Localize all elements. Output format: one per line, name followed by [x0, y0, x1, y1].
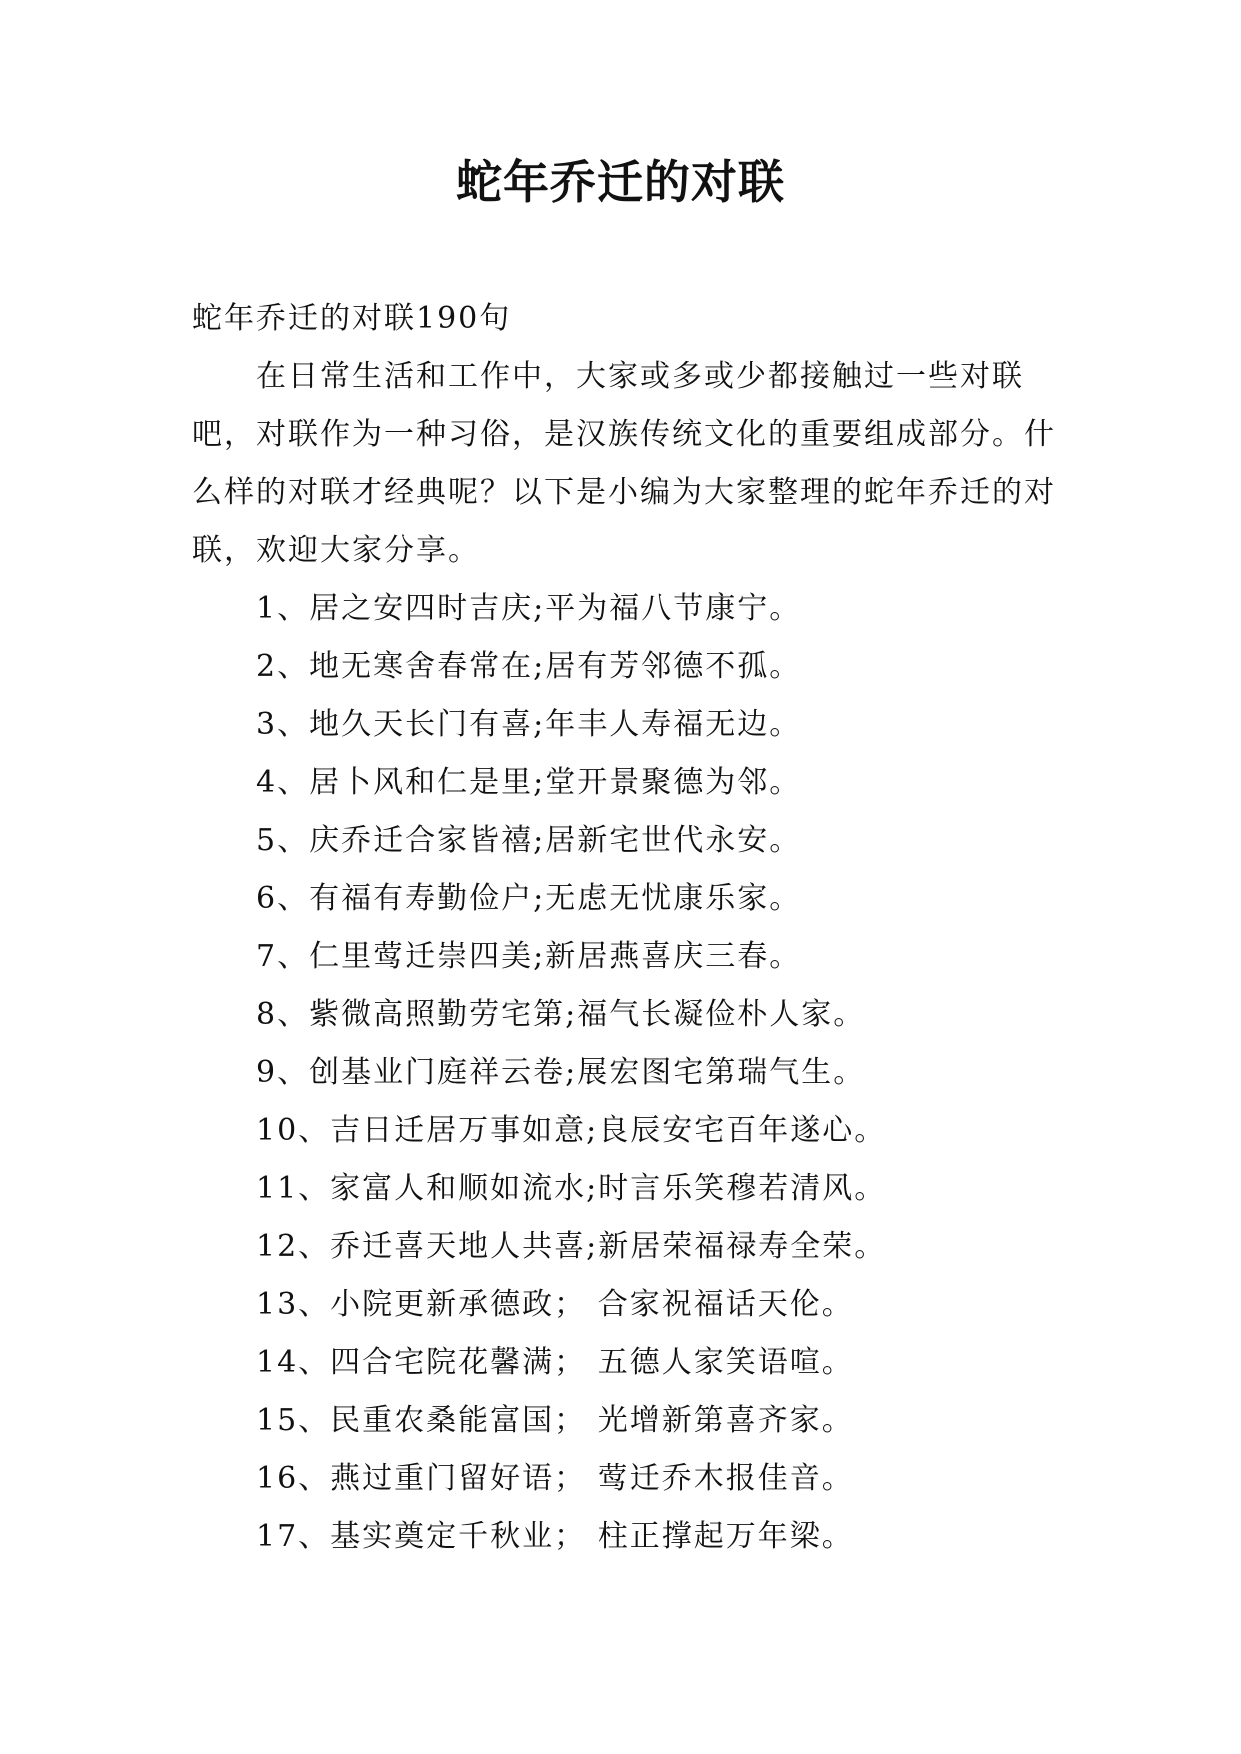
couplet-item: 15、民重农桑能富国； 光增新第喜齐家。: [256, 1403, 854, 1438]
couplet-item: 9、创基业门庭祥云卷;展宏图宅第瑞气生。: [256, 1055, 866, 1090]
couplet-item: 12、乔迁喜天地人共喜;新居荣福禄寿全荣。: [256, 1229, 887, 1264]
document-subtitle: 蛇年乔迁的对联190句: [192, 301, 512, 336]
couplet-item: 2、地无寒舍春常在;居有芳邻德不孤。: [256, 649, 802, 684]
document-body: [192, 290, 1092, 1566]
document-title: 蛇年乔迁的对联: [456, 155, 785, 209]
couplet-item: 7、仁里莺迁崇四美;新居燕喜庆三春。: [256, 939, 802, 974]
couplet-item: 3、地久天长门有喜;年丰人寿福无边。: [256, 707, 802, 742]
couplet-item: 16、燕过重门留好语； 莺迁乔木报佳音。: [256, 1461, 854, 1496]
couplet-item: 13、小院更新承德政； 合家祝福话天伦。: [256, 1287, 854, 1322]
couplet-item: 10、吉日迁居万事如意;良辰安宅百年遂心。: [256, 1113, 887, 1148]
couplet-item: 1、居之安四时吉庆;平为福八节康宁。: [256, 591, 802, 626]
couplet-item: 5、庆乔迁合家皆禧;居新宅世代永安。: [256, 823, 802, 858]
couplet-item: 14、四合宅院花馨满； 五德人家笑语喧。: [256, 1345, 854, 1380]
couplet-item: 8、紫微高照勤劳宅第;福气长凝俭朴人家。: [256, 997, 866, 1032]
couplet-item: 11、家富人和顺如流水;时言乐笑穆若清风。: [256, 1171, 887, 1206]
couplet-item: 6、有福有寿勤俭户;无虑无忧康乐家。: [256, 881, 802, 916]
couplet-list: [192, 580, 1092, 1566]
couplet-item: 17、基实奠定千秋业； 柱正撑起万年梁。: [256, 1519, 854, 1554]
couplet-item: 4、居卜风和仁是里;堂开景聚德为邻。: [256, 765, 802, 800]
intro-paragraph: 在日常生活和工作中，大家或多或少都接触过一些对联吧，对联作为一种习俗，是汉族传统文化的重要组成部分。什么样的对联才经典呢？以下是小编为大家整理的蛇年乔迁的对联，欢迎大家分享。: [192, 359, 1056, 568]
